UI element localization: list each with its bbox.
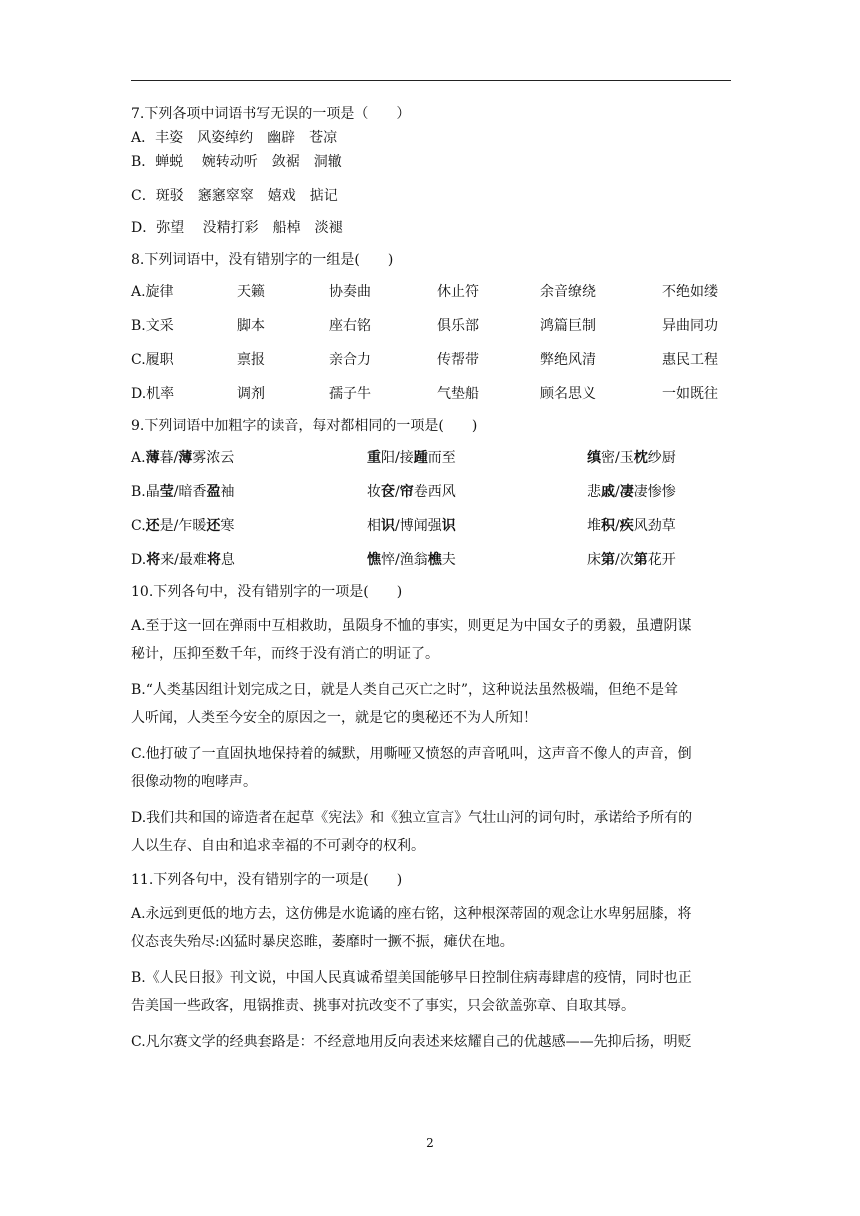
q11-option-c-line1: C.凡尔赛文学的经典套路是：不经意地用反向表述来炫耀自己的优越感——先抑后扬，明贬 [131,1034,692,1050]
word-pair: 缜密/玉枕纱厨 [587,450,676,466]
word: 休止符 [437,284,479,300]
q8-option-d [131,382,735,406]
word: 天籁 [237,284,265,300]
q7-option-c: C．斑驳 窸窸窣窣 嬉戏 掂记 [131,188,338,204]
word-pair: B.晶莹/暗香盈袖 [131,484,235,500]
q11-option-a-line1: A.永远到更低的地方去，这仿佛是水诡谲的座右铭，这种根深蒂固的观念让水卑躬屈膝，将 [131,906,692,922]
q10-option-b-line1: B.“人类基因组计划完成之日，就是人类自己灭亡之时”，这种说法虽然极端，但绝不是耸 [131,682,679,698]
q10-option-d-line2: 人以生存、自由和追求幸福的不可剥夺的权利。 [131,838,425,854]
q9-stem: 9.下列词语中加粗字的读音，每对都相同的一项是( ) [131,418,478,434]
q11-option-b-line1: B.《人民日报》刊文说，中国人民真诚希望美国能够早日控制住病毒肆虐的疫情，同时也正 [131,970,692,986]
q11-option-a-line2: 仪态丧失殆尽:凶猛时暴戾恣睢，萎靡时一撅不振，瘫伏在地。 [131,934,514,950]
word: 调剂 [237,386,265,402]
word: 顾名思义 [540,386,596,402]
word: 传帮带 [437,352,479,368]
q10-option-a-line2: 秘计，压抑至数千年，而终于没有消亡的明证了。 [131,646,439,662]
word-pair: 妆奁/帘卷西风 [367,484,456,500]
q10-option-c-line2: 很像动物的咆哮声。 [131,774,257,790]
q7-option-d: D．弥望 没精打彩 船棹 淡褪 [131,220,343,236]
q10-option-b-line2: 人听闻，人类至今安全的原因之一，就是它的奥秘还不为人所知！ [131,710,537,726]
q9-option-a [131,446,735,470]
word-pair: 床第/次第花开 [587,552,676,568]
word-pair: 憔悴/渔翁樵夫 [367,552,456,568]
q11-option-b-line2: 告美国一些政客，甩锅推责、挑事对抗改变不了事实，只会欲盖弥章、自取其辱。 [131,998,635,1014]
word: B.文采 [131,318,174,334]
page-number: 2 [426,1136,434,1150]
word: 亲合力 [329,352,371,368]
word-pair: 相识/博闻强识 [367,518,456,534]
q7-stem: 7.下列各项中词语书写无误的一项是（ ） [131,106,411,122]
page-content [131,102,735,1056]
q8-option-a [131,280,735,304]
word: 禀报 [237,352,265,368]
word-pair: A.薄暮/薄雾浓云 [131,450,235,466]
word: 一如既往 [662,386,718,402]
word-pair: 堆积/疾风劲草 [587,518,676,534]
header-rule [131,80,731,81]
word: 鸿篇巨制 [540,318,596,334]
q10-stem: 10.下列各句中，没有错别字的一项是( ) [131,584,403,600]
word: 脚本 [237,318,265,334]
q9-option-b [131,480,735,504]
q10-option-c-line1: C.他打破了一直固执地保持着的缄默，用嘶哑又愤怒的声音吼叫，这声音不像人的声音，倒 [131,746,692,762]
word-pair: 重阳/接踵而至 [367,450,456,466]
word: A.旋律 [131,284,174,300]
word: D.机率 [131,386,175,402]
q7-option-b: B．蝉蜕 婉转动听 敛裾 洞辙 [131,154,342,170]
q8-option-b [131,314,735,338]
word: 弊绝风清 [540,352,596,368]
q10-option-a-line1: A.至于这一回在弹雨中互相救助，虽陨身不恤的事实，则更足为中国女子的勇毅，虽遭阴谋 [131,618,692,634]
q10-option-d-line1: D.我们共和国的谛造者在起草《宪法》和《独立宣言》气壮山河的词句时，承诺给予所有的 [131,810,693,826]
word: 惠民工程 [662,352,718,368]
word: 协奏曲 [329,284,371,300]
q8-option-c [131,348,735,372]
word: 余音缭绕 [540,284,596,300]
word: 座右铭 [329,318,371,334]
word-pair: 悲戚/凄凄惨惨 [587,484,676,500]
word: C.履职 [131,352,174,368]
q9-option-c [131,514,735,538]
q9-option-d [131,548,735,572]
word: 气垫船 [437,386,479,402]
word-pair: D.将来/最难将息 [131,552,235,568]
word: 不绝如缕 [662,284,718,300]
q8-stem: 8.下列词语中，没有错别字的一组是( ) [131,252,394,268]
q11-stem: 11.下列各句中，没有错别字的一项是( ) [131,872,403,888]
word: 异曲同功 [662,318,718,334]
word: 孺子牛 [329,386,371,402]
q7-option-a: A．丰姿 风姿绰约 幽辟 苍凉 [131,130,338,146]
word: 俱乐部 [437,318,479,334]
word-pair: C.还是/乍暖还寒 [131,518,235,534]
